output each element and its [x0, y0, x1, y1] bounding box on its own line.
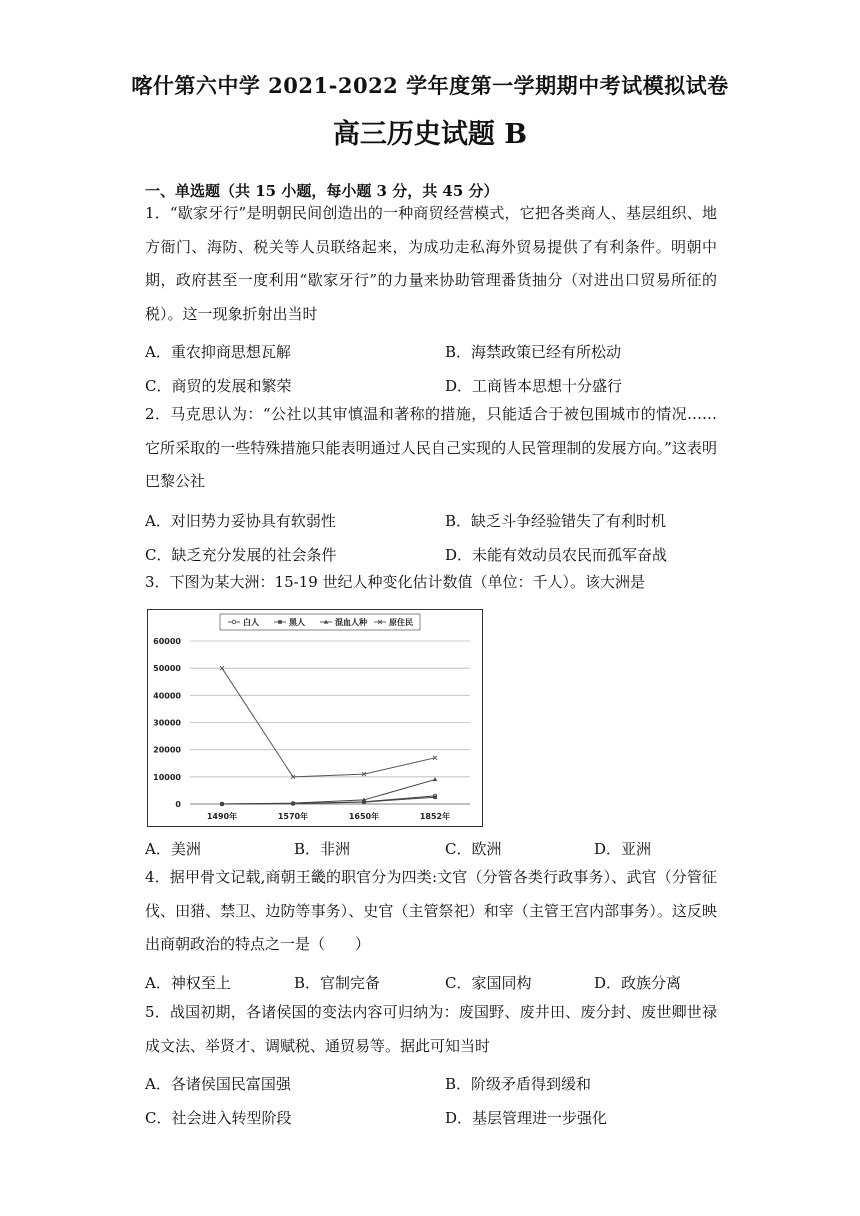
y-tick-label: 50000: [153, 664, 181, 674]
series-line: [222, 780, 435, 804]
question-3-option-c[interactable]: C．欧洲: [445, 840, 502, 858]
question-4-option-d[interactable]: D．政族分离: [594, 974, 682, 992]
question-2-option-d[interactable]: D．未能有效动员农民而孤军奋战: [445, 546, 668, 564]
exam-subtitle: 高三历史试题 B: [332, 119, 528, 150]
data-point: [433, 777, 437, 781]
question-2-stem: 2．马克思认为：“公社以其审慎温和著称的措施，只能适合于被包围城市的情况……它所采取的一些特殊措施只能表明通过人民自己实现的人民管理制的发展方向。”这表明巴黎公社: [145, 405, 717, 491]
x-tick-label: 1570年: [277, 812, 309, 821]
legend-marker: [278, 620, 282, 624]
question-4-option-a[interactable]: A．神权至上: [145, 974, 231, 992]
legend-label: 原住民: [389, 618, 413, 627]
legend-label: 混血人种: [335, 618, 367, 627]
question-1-option-d[interactable]: D．工商皆本思想十分盛行: [445, 377, 623, 395]
y-tick-label: 10000: [153, 772, 181, 782]
question-1-option-b[interactable]: B．海禁政策已经有所松动: [445, 343, 622, 361]
question-5-option-a[interactable]: A．各诸侯国民富国强: [145, 1075, 291, 1093]
x-tick-label: 1650年: [348, 812, 380, 821]
x-tick-label: 1490年: [206, 812, 238, 821]
x-tick-label: 1852年: [419, 812, 451, 821]
question-3-option-d[interactable]: D．亚洲: [594, 840, 652, 858]
question-2-option-b[interactable]: B．缺乏斗争经验错失了有利时机: [445, 512, 667, 530]
legend-label: 黑人: [289, 618, 305, 627]
y-tick-label: 40000: [153, 691, 181, 701]
question-2-option-a[interactable]: A．对旧势力妥协具有软弱性: [145, 512, 336, 530]
question-1-option-c[interactable]: C．商贸的发展和繁荣: [145, 377, 292, 395]
question-2-option-c[interactable]: C．缺乏充分发展的社会条件: [145, 546, 337, 564]
section-heading: 一、单选题（共 15 小题，每小题 3 分，共 45 分）: [145, 182, 499, 200]
population-line-chart: [147, 609, 483, 827]
data-point: [433, 795, 437, 799]
question-5-option-d[interactable]: D．基层管理进一步强化: [445, 1109, 608, 1127]
y-tick-label: 30000: [153, 718, 181, 728]
legend-label: 白人: [243, 618, 259, 627]
legend-marker: [232, 620, 236, 624]
question-5-stem: 5．战国初期，各诸侯国的变法内容可归纳为：废国野、废井田、废分封、废世卿世禄成文法、举贤才、调赋税、通贸易等。据此可知当时: [145, 1003, 717, 1055]
y-tick-label: 60000: [153, 637, 181, 646]
question-5-option-c[interactable]: C．社会进入转型阶段: [145, 1109, 292, 1127]
y-tick-label: 0: [175, 800, 181, 809]
chart-svg: [148, 610, 481, 825]
question-3-option-b[interactable]: B．非洲: [294, 840, 351, 858]
question-4-option-b[interactable]: B．官制完备: [294, 974, 381, 992]
exam-title: 喀什第六中学 2021-2022 学年度第一学期期中考试模拟试卷: [131, 73, 729, 98]
question-1-stem: 1．“歇家牙行”是明朝民间创造出的一种商贸经营模式，它把各类商人、基层组织、地方衙门、海防、税关等人员联络起来，为成功走私海外贸易提供了有利条件。明朝中期，政府甚至一度利用“歇家牙行”的力量来协助管理番货抽分（对进出口贸易所征的税）。这一现象折射出当时: [145, 204, 717, 323]
question-4-stem: 4．据甲骨文记载,商朝王畿的职官分为四类:文官（分管各类行政事务）、武官（分管征伐、田猎、禁卫、边防等事务）、史官（主管祭祀）和宰（主管王宫内部事务）。这反映出商朝政治的特点之一是（ ）: [145, 868, 717, 954]
question-5-option-b[interactable]: B．阶级矛盾得到缓和: [445, 1075, 592, 1093]
question-4-option-c[interactable]: C．家国同构: [445, 974, 532, 992]
y-tick-label: 20000: [153, 745, 181, 755]
question-1-option-a[interactable]: A．重农抑商思想瓦解: [145, 343, 291, 361]
question-3-stem: 3．下图为某大洲：15-19 世纪人种变化估计数值（单位：千人）。该大洲是: [145, 573, 646, 591]
question-3-option-a[interactable]: A．美洲: [145, 840, 201, 858]
